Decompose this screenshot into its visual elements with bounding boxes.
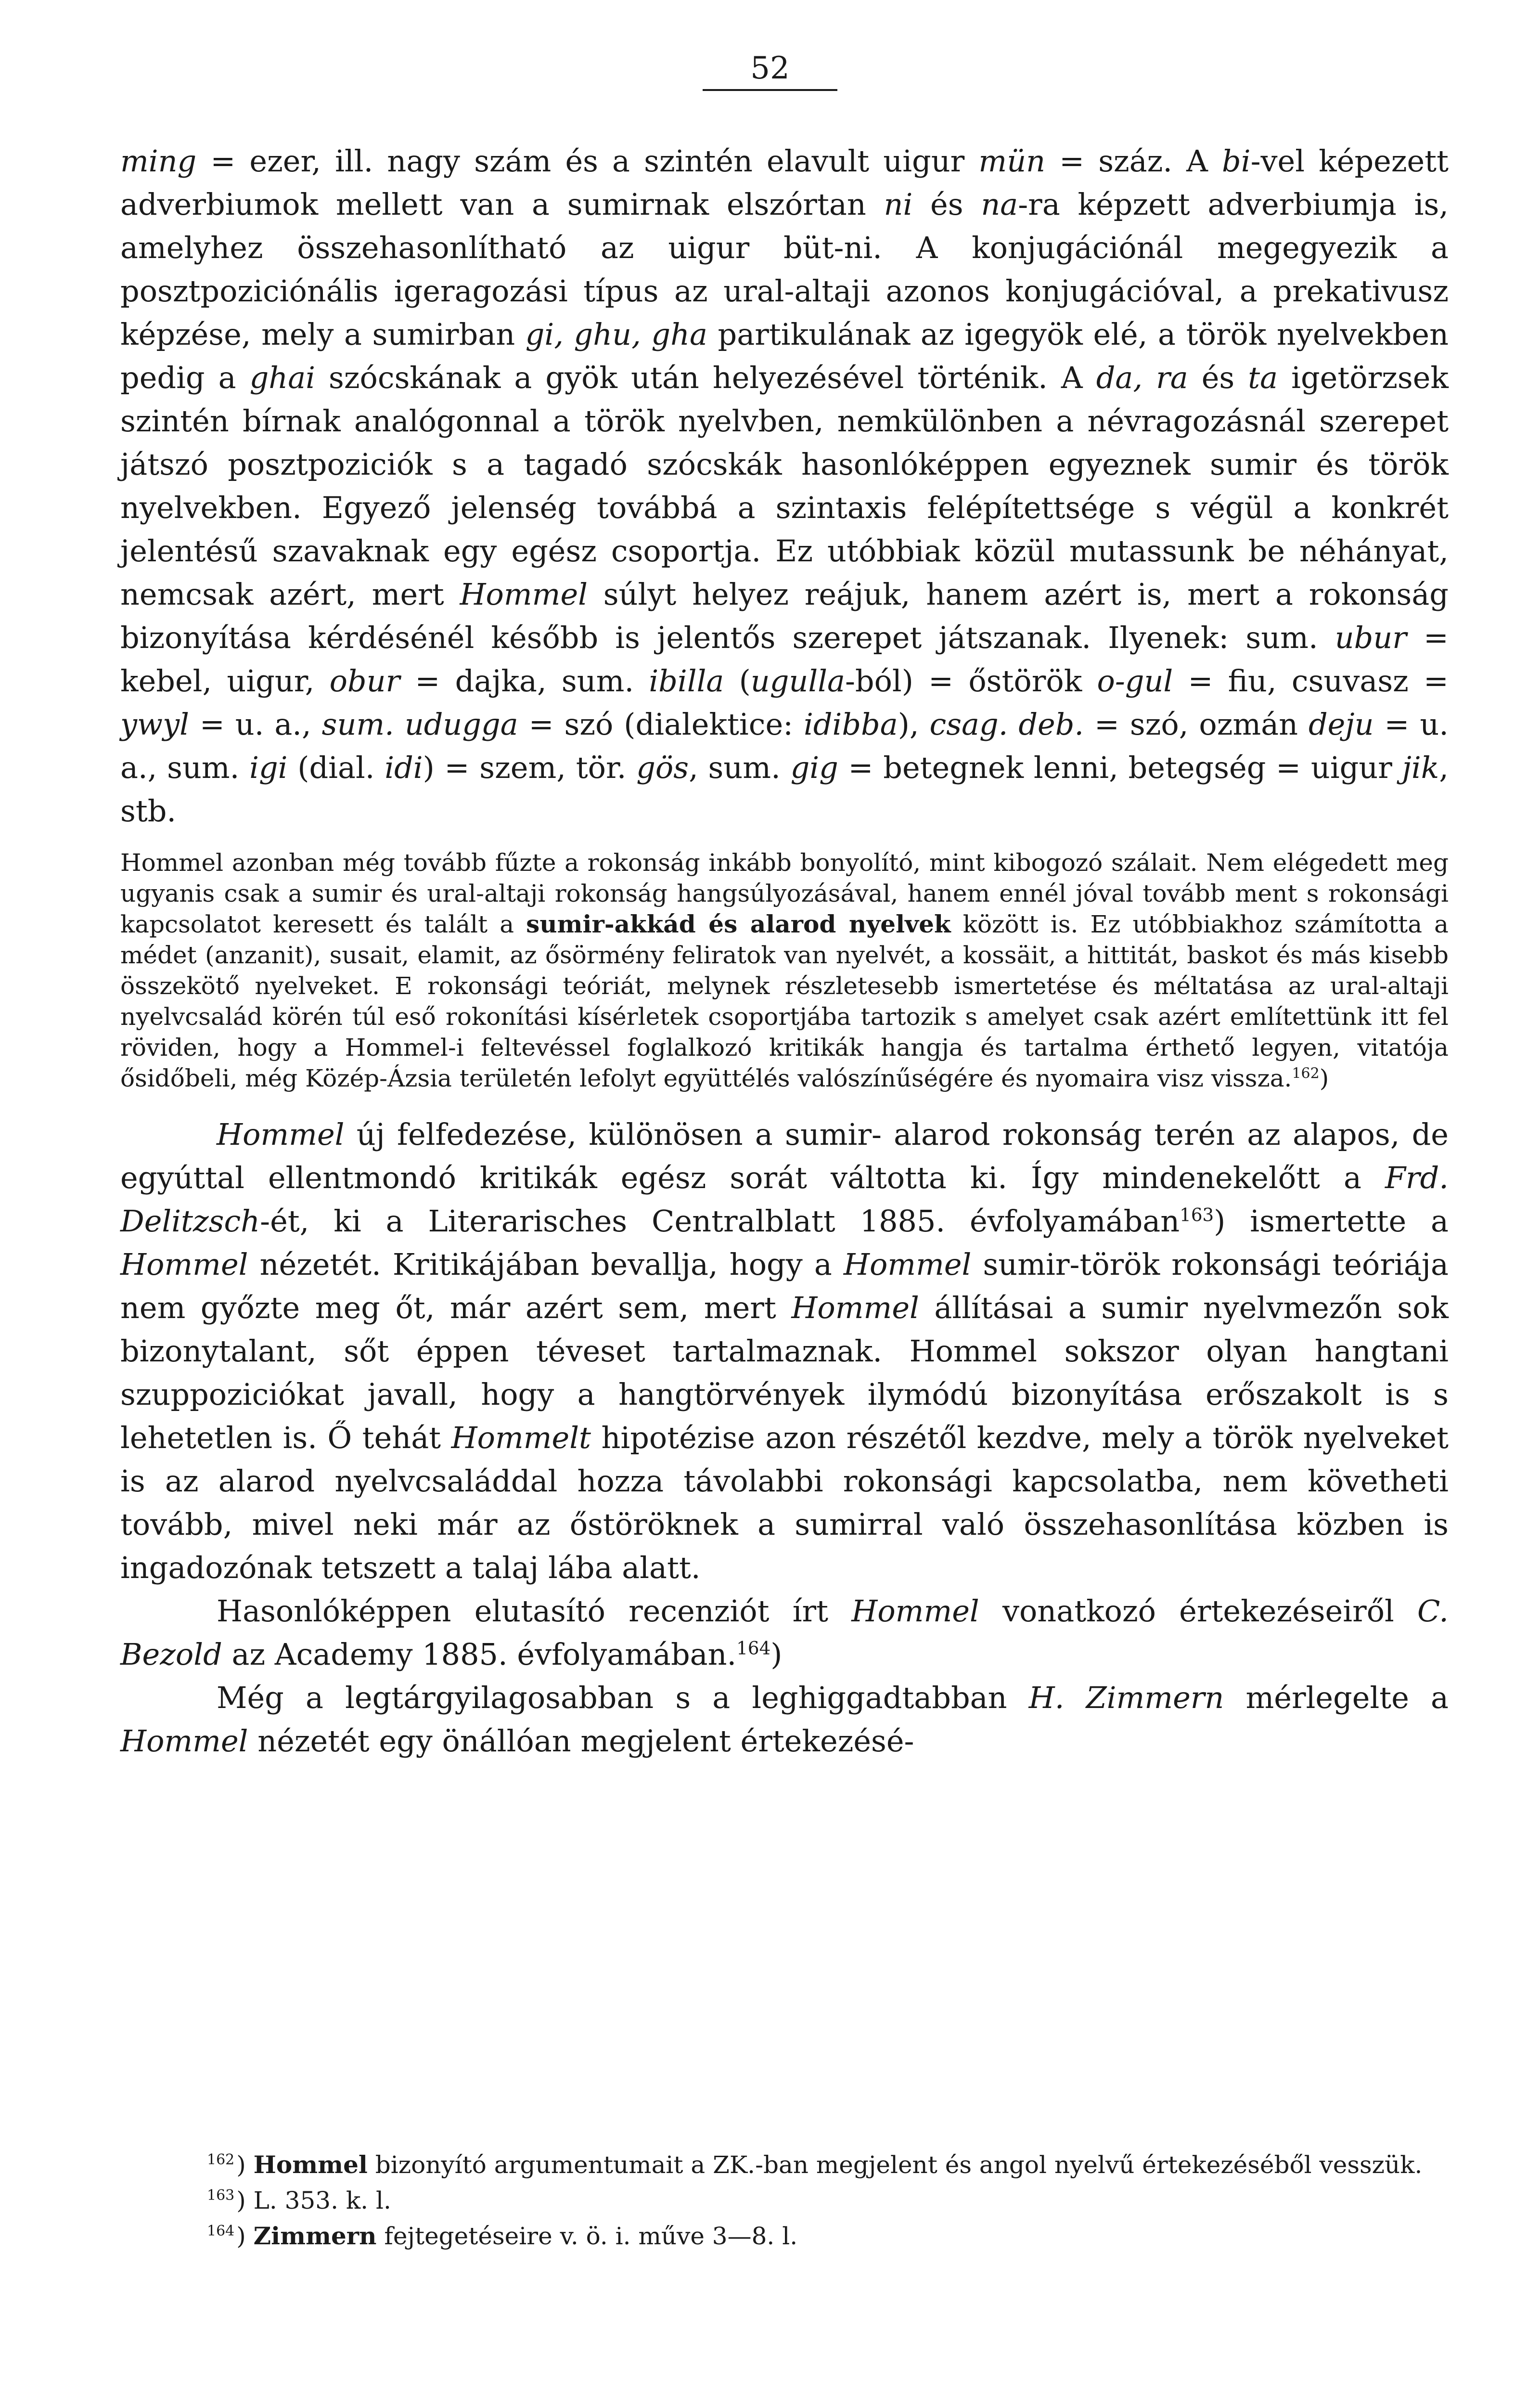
- text-run: ): [236, 2222, 254, 2250]
- text-run: igetörzsek szintén bírnak analógonnal a török nyelvben, nemkülönben a névragozásnál szerepet játszó posztpoziciók s a tagadó szócskák hasonlóképpen egyeznek sumir és török nyelvekben. Egyező jelenség továbbá a szintaxis felépítettsége s végül a konkrét jelentésű szavaknak egy egész csoportja. Ez utóbbiak közül mutassunk be néhányat, nemcsak azért, mert: [120, 360, 1449, 612]
- body-paragraph: [120, 1590, 1449, 1676]
- body-paragraph: [120, 1113, 1449, 1590]
- text-run: -ból) = őstörök: [845, 663, 1097, 699]
- text-run: ubur: [1335, 620, 1407, 655]
- text-run: gi, ghu, gha: [525, 317, 707, 352]
- text-run: = fiu, csuvasz =: [1173, 663, 1449, 699]
- text-run: és: [1188, 360, 1248, 395]
- text-run: szócskának a gyök után helyezésével történik. A: [315, 360, 1096, 395]
- text-run: Hommel: [843, 1247, 972, 1282]
- page-content: [120, 140, 1449, 1763]
- footnote-text: [236, 2151, 1422, 2179]
- text-run: Hasonlóképpen elutasító recenziót írt: [217, 1593, 852, 1629]
- text-run: bizonyító argumentumait a ZK.-ban megjelent és angol nyelvű értekezéséből vesszük.: [367, 2151, 1423, 2179]
- text-run: = száz. A: [1045, 143, 1222, 179]
- text-run: ) = szem, tör.: [423, 750, 637, 785]
- text-run: idibba: [804, 707, 898, 742]
- text-run: ywyl: [120, 707, 189, 742]
- text-run: idi: [385, 750, 423, 785]
- text-run: gös: [636, 750, 689, 785]
- text-run: mérlegelte a: [1224, 1680, 1449, 1715]
- text-run: -ra képzett adverbiumja is, amelyhez összehasonlítható az uigur büt-ni. A konjugációnál megegyezik a posztpoziciónális igeragozási típus az ural-altaji azonos konjugációval, a prekativusz képzése, mely a sumirban: [120, 187, 1449, 352]
- text-run: = betegnek lenni, betegség = uigur: [838, 750, 1402, 785]
- text-run: ta: [1248, 360, 1278, 395]
- footnote-number: 164: [207, 2223, 235, 2240]
- small-print-paragraph: [120, 847, 1449, 1094]
- text-run: ) ismertette a: [1214, 1204, 1449, 1239]
- text-run: Hommel: [851, 1593, 979, 1629]
- text-run: o-gul: [1097, 663, 1173, 699]
- text-run: -ét, ki a Literarisches Centralblatt 1885. évfolyamában: [260, 1204, 1180, 1239]
- text-run: vonatkozó értekezéseiről: [979, 1593, 1418, 1629]
- text-run: ): [236, 2151, 254, 2179]
- text-run: ugulla: [750, 663, 845, 699]
- footnote: [120, 2183, 1449, 2218]
- text-run: ibilla: [649, 663, 724, 699]
- text-run: Hommel: [791, 1290, 919, 1325]
- text-run: na: [981, 187, 1018, 222]
- text-run: Hommel: [217, 1117, 345, 1152]
- text-run: = ezer, ill. nagy szám és a szintén elavult uigur: [196, 143, 979, 179]
- opening-paragraph: [120, 140, 1449, 833]
- text-run: és: [912, 187, 981, 222]
- text-run: ): [770, 1637, 783, 1672]
- footnote-reference: 162: [1292, 1065, 1320, 1082]
- footnote: [120, 2218, 1449, 2254]
- text-run: ni: [884, 187, 913, 222]
- text-run: igi: [249, 750, 288, 785]
- text-run: Frd. Delitzsch: [120, 1160, 1449, 1239]
- text-run: Zimmern: [253, 2222, 377, 2250]
- text-run: , sum.: [689, 750, 791, 785]
- text-run: H. Zimmern: [1028, 1680, 1224, 1715]
- text-run: az Academy 1885. évfolyamában.: [222, 1637, 737, 1672]
- text-run: (: [724, 663, 751, 699]
- text-run: = kebel, uigur,: [120, 620, 1449, 699]
- text-run: da, ra: [1096, 360, 1188, 395]
- text-run: Hommel: [120, 1723, 248, 1759]
- text-run: ),: [898, 707, 930, 742]
- text-run: sumir-akkád és alarod nyelvek: [526, 910, 951, 938]
- text-run: állításai a sumir nyelvmezőn sok bizonytalant, sőt éppen téveset tartalmaznak. Hommel sokszor olyan hangtani szuppoziciókat javall, hogy a hangtörvények ilymódú bizonyítása erőszakolt is s lehetetlen is. Ő tehát: [120, 1290, 1449, 1455]
- text-run: = dajka, sum.: [400, 663, 649, 699]
- footnote-text: [236, 2187, 391, 2214]
- footnote-reference: 163: [1180, 1204, 1214, 1226]
- text-run: bi: [1222, 143, 1251, 179]
- footnotes: [120, 2147, 1449, 2254]
- text-run: Hommel: [460, 577, 588, 612]
- footnote-reference: 164: [736, 1637, 771, 1659]
- text-run: nézetét egy önállóan megjelent értekezésé-: [248, 1723, 914, 1759]
- text-run: új felfedezése, különösen a sumir- alarod rokonság terén az alapos, de egyúttal ellentmondó kritikák egész sorát váltotta ki. Így mindenekelőtt a: [120, 1117, 1449, 1195]
- text-run: gig: [790, 750, 838, 785]
- text-run: ): [1319, 1064, 1329, 1092]
- text-run: partikulának az igegyök elé, a török nyelvekben pedig a: [120, 317, 1449, 395]
- page-number: 52: [703, 51, 837, 91]
- footnote-number: 163: [207, 2187, 235, 2204]
- text-run: ming: [120, 143, 197, 179]
- text-run: = szó (dialektice:: [518, 707, 804, 742]
- text-run: Még a legtárgyilagosabban s a leghiggadtabban: [217, 1680, 1029, 1715]
- text-run: ) L. 353. k. l.: [236, 2187, 391, 2214]
- text-run: ghai: [249, 360, 316, 395]
- text-run: -vel képezett adverbiumok mellett van a sumirnak elszórtan: [120, 143, 1449, 222]
- footnote-number: 162: [207, 2151, 235, 2169]
- text-run: csag. deb.: [929, 707, 1084, 742]
- footnote: [120, 2147, 1449, 2183]
- text-run: mün: [978, 143, 1046, 179]
- text-run: (dial.: [287, 750, 385, 785]
- body-paragraph: [120, 1676, 1449, 1763]
- footnote-text: [236, 2222, 797, 2250]
- text-run: , stb.: [120, 750, 1449, 828]
- text-run: között is. Ez utóbbiakhoz számította a médet (anzanit), susait, elamit, az ősörmény feliratok van nyelvét, a kossäit, a hittitát, baskot és más kisebb összekötő nyelveket. E rokonsági teóriát, melynek részletesebb ismertetése és méltatása az ural-altaji nyelvcsalád körén túl eső rokonítási kísérletek csoportjába tartozik s amelyet csak azért említettünk itt fel röviden, hogy a Hommel-i feltevéssel foglalkozó kritikák hangja és tartalma érthető legyen, vitatója ősidőbeli, még Közép-Ázsia területén lefolyt együttélés valószínűségére és nyomaira visz vissza.: [120, 910, 1449, 1092]
- text-run: C. Bezold: [120, 1593, 1449, 1672]
- text-run: jik: [1402, 750, 1439, 785]
- body-text: [120, 1113, 1449, 1763]
- text-run: hipotézise azon részétől kezdve, mely a török nyelveket is az alarod nyelvcsaláddal hozza távolabbi rokonsági kapcsolatba, nem követheti tovább, mivel neki már az őstöröknek a sumirral való összehasonlítása közben is ingadozónak tetszett a talaj lába alatt.: [120, 1420, 1449, 1585]
- text-run: deju: [1308, 707, 1374, 742]
- text-run: súlyt helyez reájuk, hanem azért is, mert a rokonság bizonyítása kérdésénél később is jelentős szerepet játszanak. Ilyenek: sum.: [120, 577, 1449, 655]
- text-run: Hommel: [253, 2150, 368, 2179]
- text-run: = u. a.,: [189, 707, 322, 742]
- text-run: sum. udugga: [321, 707, 518, 742]
- text-run: Hommel: [120, 1247, 248, 1282]
- text-run: nézetét. Kritikájában bevallja, hogy a: [248, 1247, 844, 1282]
- text-run: = szó, ozmán: [1084, 707, 1309, 742]
- text-run: Hommel azonban még tovább fűzte a rokonság inkább bonyolító, mint kibogozó szálait. Nem elégedett meg ugyanis csak a sumir és ural-altaji rokonság hangsúlyozásával, hanem ennél jóval tovább ment s rokonsági kapcsolatot keresett és talált a: [120, 849, 1449, 938]
- text-run: fejtegetéseire v. ö. i. műve 3—8. l.: [376, 2222, 798, 2250]
- text-run: Hommelt: [451, 1420, 591, 1455]
- text-run: sumir-török rokonsági teóriája nem győzte meg őt, már azért sem, mert: [120, 1247, 1449, 1325]
- text-run: obur: [329, 663, 400, 699]
- text-run: = u. a., sum.: [120, 707, 1449, 785]
